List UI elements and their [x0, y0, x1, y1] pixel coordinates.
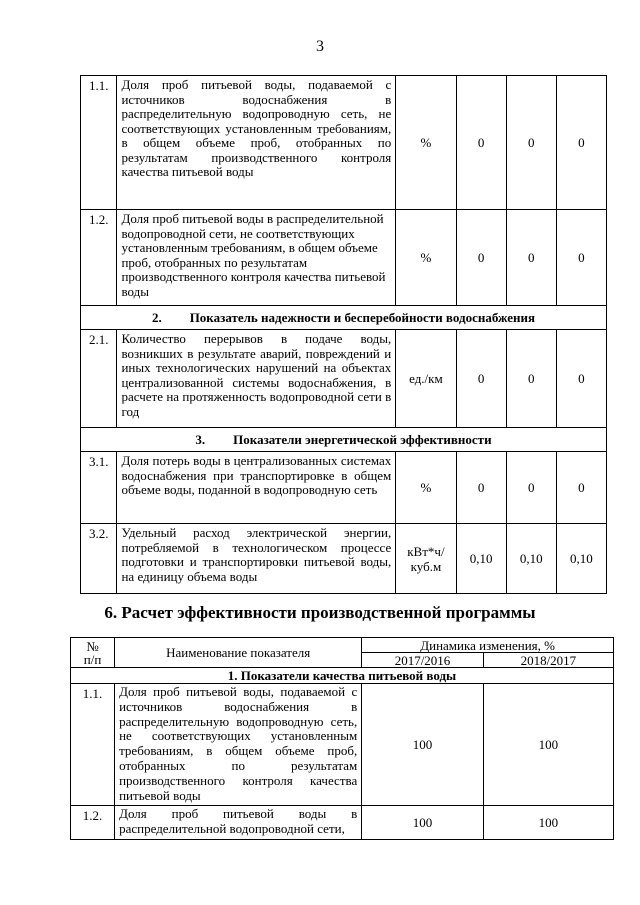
table-row — [71, 684, 614, 806]
indicator-value: 0 — [456, 452, 506, 524]
row-number: 3.1. — [81, 452, 117, 524]
row-number: 1.1. — [71, 684, 115, 806]
section-heading — [81, 428, 607, 452]
indicator-value: 0 — [506, 76, 556, 210]
indicator-value: 0 — [556, 330, 606, 428]
indicator-value: 0 — [506, 452, 556, 524]
indicator-value: 0,10 — [556, 524, 606, 594]
section-title: Показатель надежности и бесперебойности водоснабжения — [189, 309, 536, 325]
row-number: 1.2. — [81, 210, 117, 306]
section-heading — [81, 306, 607, 330]
header-name: Наименование показателя — [115, 638, 362, 668]
indicator-name: Доля проб питьевой воды в распределительной водопроводной сети, — [115, 806, 362, 840]
indicator-unit: % — [396, 76, 456, 210]
indicator-unit: кВт*ч/ куб.м — [396, 524, 456, 594]
table-row — [81, 210, 607, 306]
indicator-value: 0 — [556, 452, 606, 524]
indicator-name: Количество перерывов в подаче воды, возникших в результате аварий, повреждений и иных технологических нарушений на объектах централизованной системы водоснабжения, в расчете на протяженность водопроводной сети в год — [117, 330, 396, 428]
section-row — [81, 306, 607, 330]
header-number-line1: № — [86, 638, 99, 654]
indicator-value: 0 — [456, 210, 506, 306]
table-row — [81, 76, 607, 210]
table-row — [81, 330, 607, 428]
section-number: 3. — [195, 431, 206, 447]
indicator-name: Удельный расход электрической энергии, потребляемой в технологическом процессе подготовки и транспортировки питьевой воды, на единицу объема воды — [117, 524, 396, 594]
indicator-unit: % — [396, 210, 456, 306]
indicator-value: 0 — [456, 76, 506, 210]
efficiency-table — [70, 637, 614, 840]
indicator-value: 0 — [556, 210, 606, 306]
header-dynamics: Динамика изменения, % — [362, 638, 614, 653]
header-row — [71, 638, 614, 653]
section-heading: 1. Показатели качества питьевой воды — [71, 668, 614, 684]
section-title-heading: 6. Расчет эффективности производственной программы — [104, 603, 536, 622]
indicator-value: 100 — [362, 684, 484, 806]
indicator-value: 100 — [483, 806, 613, 840]
indicator-value: 0 — [456, 330, 506, 428]
row-number: 1.1. — [81, 76, 117, 210]
indicator-unit: % — [396, 452, 456, 524]
row-number: 3.2. — [81, 524, 117, 594]
indicator-value: 100 — [483, 684, 613, 806]
header-number — [71, 638, 115, 668]
section-row — [71, 668, 614, 684]
indicators-table — [80, 75, 607, 594]
indicator-name: Доля проб питьевой воды, подаваемой с источников водоснабжения в распределительную водопроводную сеть, не соответствующих установленным требованиям, в общем объеме проб, отобранных по результатам производственного контроля качества питьевой воды — [117, 76, 396, 210]
header-year-col1: 2017/2016 — [362, 653, 484, 668]
indicator-value: 0 — [506, 210, 556, 306]
indicator-value: 0,10 — [456, 524, 506, 594]
indicator-value: 0 — [556, 76, 606, 210]
indicator-name: Доля проб питьевой воды в распределительной водопроводной сети, не соответствующих установленным требованиям, в общем объеме проб, отобранных по результатам производственного контроля качества питьевой воды — [117, 210, 396, 306]
indicator-name: Доля потерь воды в централизованных системах водоснабжения при транспортировке в общем объеме воды, поданной в водопроводную сеть — [117, 452, 396, 524]
row-number: 2.1. — [81, 330, 117, 428]
indicator-name: Доля проб питьевой воды, подаваемой с источников водоснабжения в распределительную водопроводную сеть, не соответствующих установленным требованиям, в общем объеме проб, отобранных по результатам производственного контроля качества питьевой воды — [115, 684, 362, 806]
indicator-value: 0,10 — [506, 524, 556, 594]
row-number: 1.2. — [71, 806, 115, 840]
page-number: 3 — [316, 38, 324, 55]
section-title: Показатели энергетической эффективности — [233, 431, 492, 447]
header-number-line2: п/п — [83, 651, 102, 667]
section-row — [81, 428, 607, 452]
header-year-col2: 2018/2017 — [483, 653, 613, 668]
section-number: 2. — [151, 309, 162, 325]
indicator-unit: ед./км — [396, 330, 456, 428]
table-row — [81, 524, 607, 594]
table-row — [81, 452, 607, 524]
indicator-value: 100 — [362, 806, 484, 840]
indicator-value: 0 — [506, 330, 556, 428]
table-row — [71, 806, 614, 840]
